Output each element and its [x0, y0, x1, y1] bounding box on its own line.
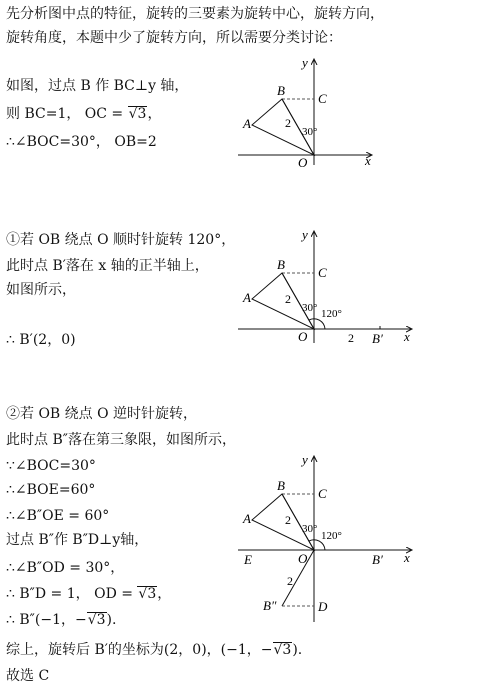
label-bprime: B′: [372, 552, 383, 567]
label-y: y: [302, 55, 308, 70]
c2-line-9: [6, 612, 116, 628]
label-a: A: [243, 511, 251, 526]
label-b: B: [277, 83, 285, 98]
c2-line-3: ∵∠BOC=30°: [6, 458, 96, 474]
conclusion-a: 综上，旋转后 B′的坐标为(2，0)，(−1，−: [6, 642, 273, 658]
c2-line-8: [6, 586, 171, 602]
c1-line-2: 此时点 B′落在 x 轴的正半轴上，: [6, 258, 209, 274]
c2-line-2: 此时点 B″落在第三象限，如图所示，: [6, 432, 236, 448]
label-b: B: [277, 257, 285, 272]
s0-line-1: 如图，过点 B 作 BC⊥y 轴，: [6, 78, 189, 94]
label-obdprime-length: 2: [287, 574, 293, 588]
label-ob-length: 2: [285, 513, 291, 527]
diagram-3: [230, 450, 420, 625]
label-o: O: [298, 551, 308, 566]
label-x: x: [365, 153, 371, 168]
s0-line-2-b: ，: [147, 106, 162, 122]
c2-line-1: ②若 OB 绕点 O 逆时针旋转，: [6, 406, 198, 422]
label-b: B: [277, 478, 285, 493]
c2-line-8-b: ，: [157, 586, 172, 602]
label-a: A: [243, 116, 251, 131]
s0-sqrt: √3: [128, 106, 147, 122]
label-c: C: [318, 486, 327, 501]
c1-line-3: 如图所示，: [6, 282, 76, 298]
label-two-on-x: 2: [348, 331, 354, 345]
label-x: x: [404, 329, 410, 344]
diagram-1: [230, 55, 380, 170]
label-d: D: [318, 599, 328, 614]
label-angle-120: 120°: [321, 308, 342, 320]
label-angle-30: 30°: [302, 302, 318, 314]
triangle-oab: [252, 494, 314, 550]
label-o: O: [298, 329, 308, 344]
conclusion-b: ).: [292, 642, 303, 658]
c1-line-4: ∴ B′(2，0): [6, 332, 76, 348]
c2-line-9-b: ).: [106, 612, 117, 628]
label-e: E: [244, 552, 252, 567]
c2-line-8-sqrt: √3: [138, 586, 157, 602]
diagram-2: [230, 225, 420, 350]
label-ob-length: 2: [285, 116, 291, 130]
label-o: O: [298, 155, 308, 170]
label-a: A: [243, 290, 251, 305]
c2-line-9-a: ∴ B″(−1，−: [6, 612, 87, 628]
label-bdprime: B″: [263, 598, 277, 613]
label-ob-length: 2: [285, 292, 291, 306]
label-bprime: B′: [372, 331, 383, 346]
label-y: y: [302, 452, 308, 467]
label-y: y: [302, 227, 308, 242]
c2-line-8-a: ∴ B″D = 1， OD =: [6, 586, 138, 602]
label-angle-30: 30°: [302, 126, 318, 138]
s0-line-2-a: 则 BC=1， OC =: [6, 106, 128, 122]
triangle-oab: [252, 273, 314, 329]
c2-line-6: 过点 B″作 B″D⊥y轴，: [6, 532, 149, 548]
label-c: C: [318, 265, 327, 280]
intro-line-1: 先分析图中点的特征，旋转的三要素为旋转中心，旋转方向，: [6, 6, 384, 22]
s0-line-3: ∴∠BOC=30°， OB=2: [6, 134, 157, 150]
label-x: x: [404, 550, 410, 565]
c2-line-7: ∴∠B″OD = 30°，: [6, 560, 125, 576]
label-angle-30: 30°: [302, 523, 318, 535]
c1-line-1: ①若 OB 绕点 O 顺时针旋转 120°，: [6, 232, 236, 248]
conclusion-sqrt: √3: [273, 642, 292, 658]
intro-line-2: 旋转角度，本题中少了旋转方向，所以需要分类讨论：: [6, 30, 342, 46]
c2-line-9-sqrt: √3: [87, 612, 106, 628]
label-c: C: [318, 91, 327, 106]
label-angle-120: 120°: [321, 530, 342, 542]
c2-line-5: ∴∠B″OE = 60°: [6, 508, 110, 524]
conclusion-line-1: [6, 642, 302, 658]
c2-line-4: ∴∠BOE=60°: [6, 482, 96, 498]
s0-line-2: [6, 106, 161, 122]
conclusion-line-2: 故选 C: [6, 668, 50, 684]
